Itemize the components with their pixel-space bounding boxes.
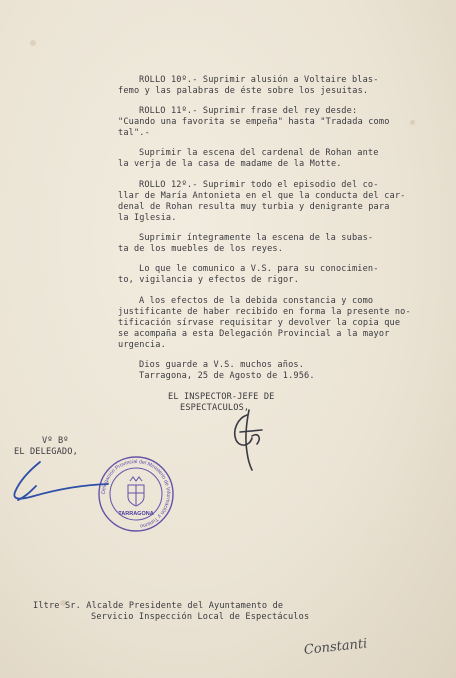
official-stamp	[97, 455, 175, 533]
body-line-5: tal".-	[118, 128, 150, 138]
body-line-3: ROLLO 11º.- Suprimir frase del rey desde:	[139, 106, 358, 116]
delegado-label: EL DELEGADO,	[14, 447, 78, 457]
stamp-ring-text: Delegación Provincial del Ministerio de Información y Turismo	[100, 458, 172, 529]
signatory-title-1: EL INSPECTOR-JEFE DE	[168, 392, 275, 402]
body-line-17: justificante de haber recibido en forma la presente no-	[118, 307, 411, 317]
addressee-line-1: Iltre Sr. Alcalde Presidente del Ayuntamento de	[33, 601, 284, 611]
delegado-signature	[14, 462, 108, 500]
body-line-6: Suprimir la escena del cardenal de Rohan ante	[139, 148, 379, 158]
stamp-city: TARRAGONA	[118, 511, 154, 517]
paper-stain	[410, 120, 415, 125]
handwritten-note: Constanti	[303, 636, 368, 658]
closing-greeting: Dios guarde a V.S. muchos años.	[139, 360, 305, 370]
date-line: Tarragona, 25 de Agosto de 1.956.	[139, 371, 315, 381]
body-line-10: denal de Rohan resulta muy turbia y denigrante para	[118, 202, 390, 212]
body-line-15: to, vigilancia y efectos de rigor.	[118, 275, 300, 285]
addressee-line-2: Servicio Inspección Local de Espectáculos	[91, 612, 310, 622]
body-line-19: se acompaña a esta Delegación Provincial a la mayor	[118, 329, 390, 339]
body-line-13: ta de los muebles de los reyes.	[118, 244, 284, 254]
inspector-signature	[235, 410, 262, 470]
signatory-title-2: ESPECTACULOS,	[180, 403, 250, 413]
vb-mark: Vº Bº	[42, 436, 69, 446]
body-line-2: femo y las palabras de éste sobre los jesuitas.	[118, 86, 369, 96]
body-line-8: ROLLO 12º.- Suprimir todo el episodio del co-	[139, 180, 379, 190]
body-line-9: llar de María Antonieta en el que la conducta del car-	[118, 191, 406, 201]
paper-stain	[30, 40, 36, 46]
body-line-16: A los efectos de la debida constancia y como	[139, 296, 374, 306]
body-line-18: tificación sírvase requisitar y devolver la copia que	[118, 318, 401, 328]
body-line-7: la verja de la casa de madame de la Motte.	[118, 159, 342, 169]
body-line-11: la Iglesia.	[118, 213, 177, 223]
body-line-12: Suprimir íntegramente la escena de la subas-	[139, 233, 374, 243]
body-line-4: "Cuando una favorita se empeña" hasta "Tradada como	[118, 117, 390, 127]
body-line-1: ROLLO 10º.- Suprimir alusión a Voltaire blas-	[139, 75, 379, 85]
coat-of-arms-icon	[128, 477, 144, 506]
body-line-20: urgencia.	[118, 340, 166, 350]
body-line-14: Lo que le comunico a V.S. para su conocimien-	[139, 264, 379, 274]
